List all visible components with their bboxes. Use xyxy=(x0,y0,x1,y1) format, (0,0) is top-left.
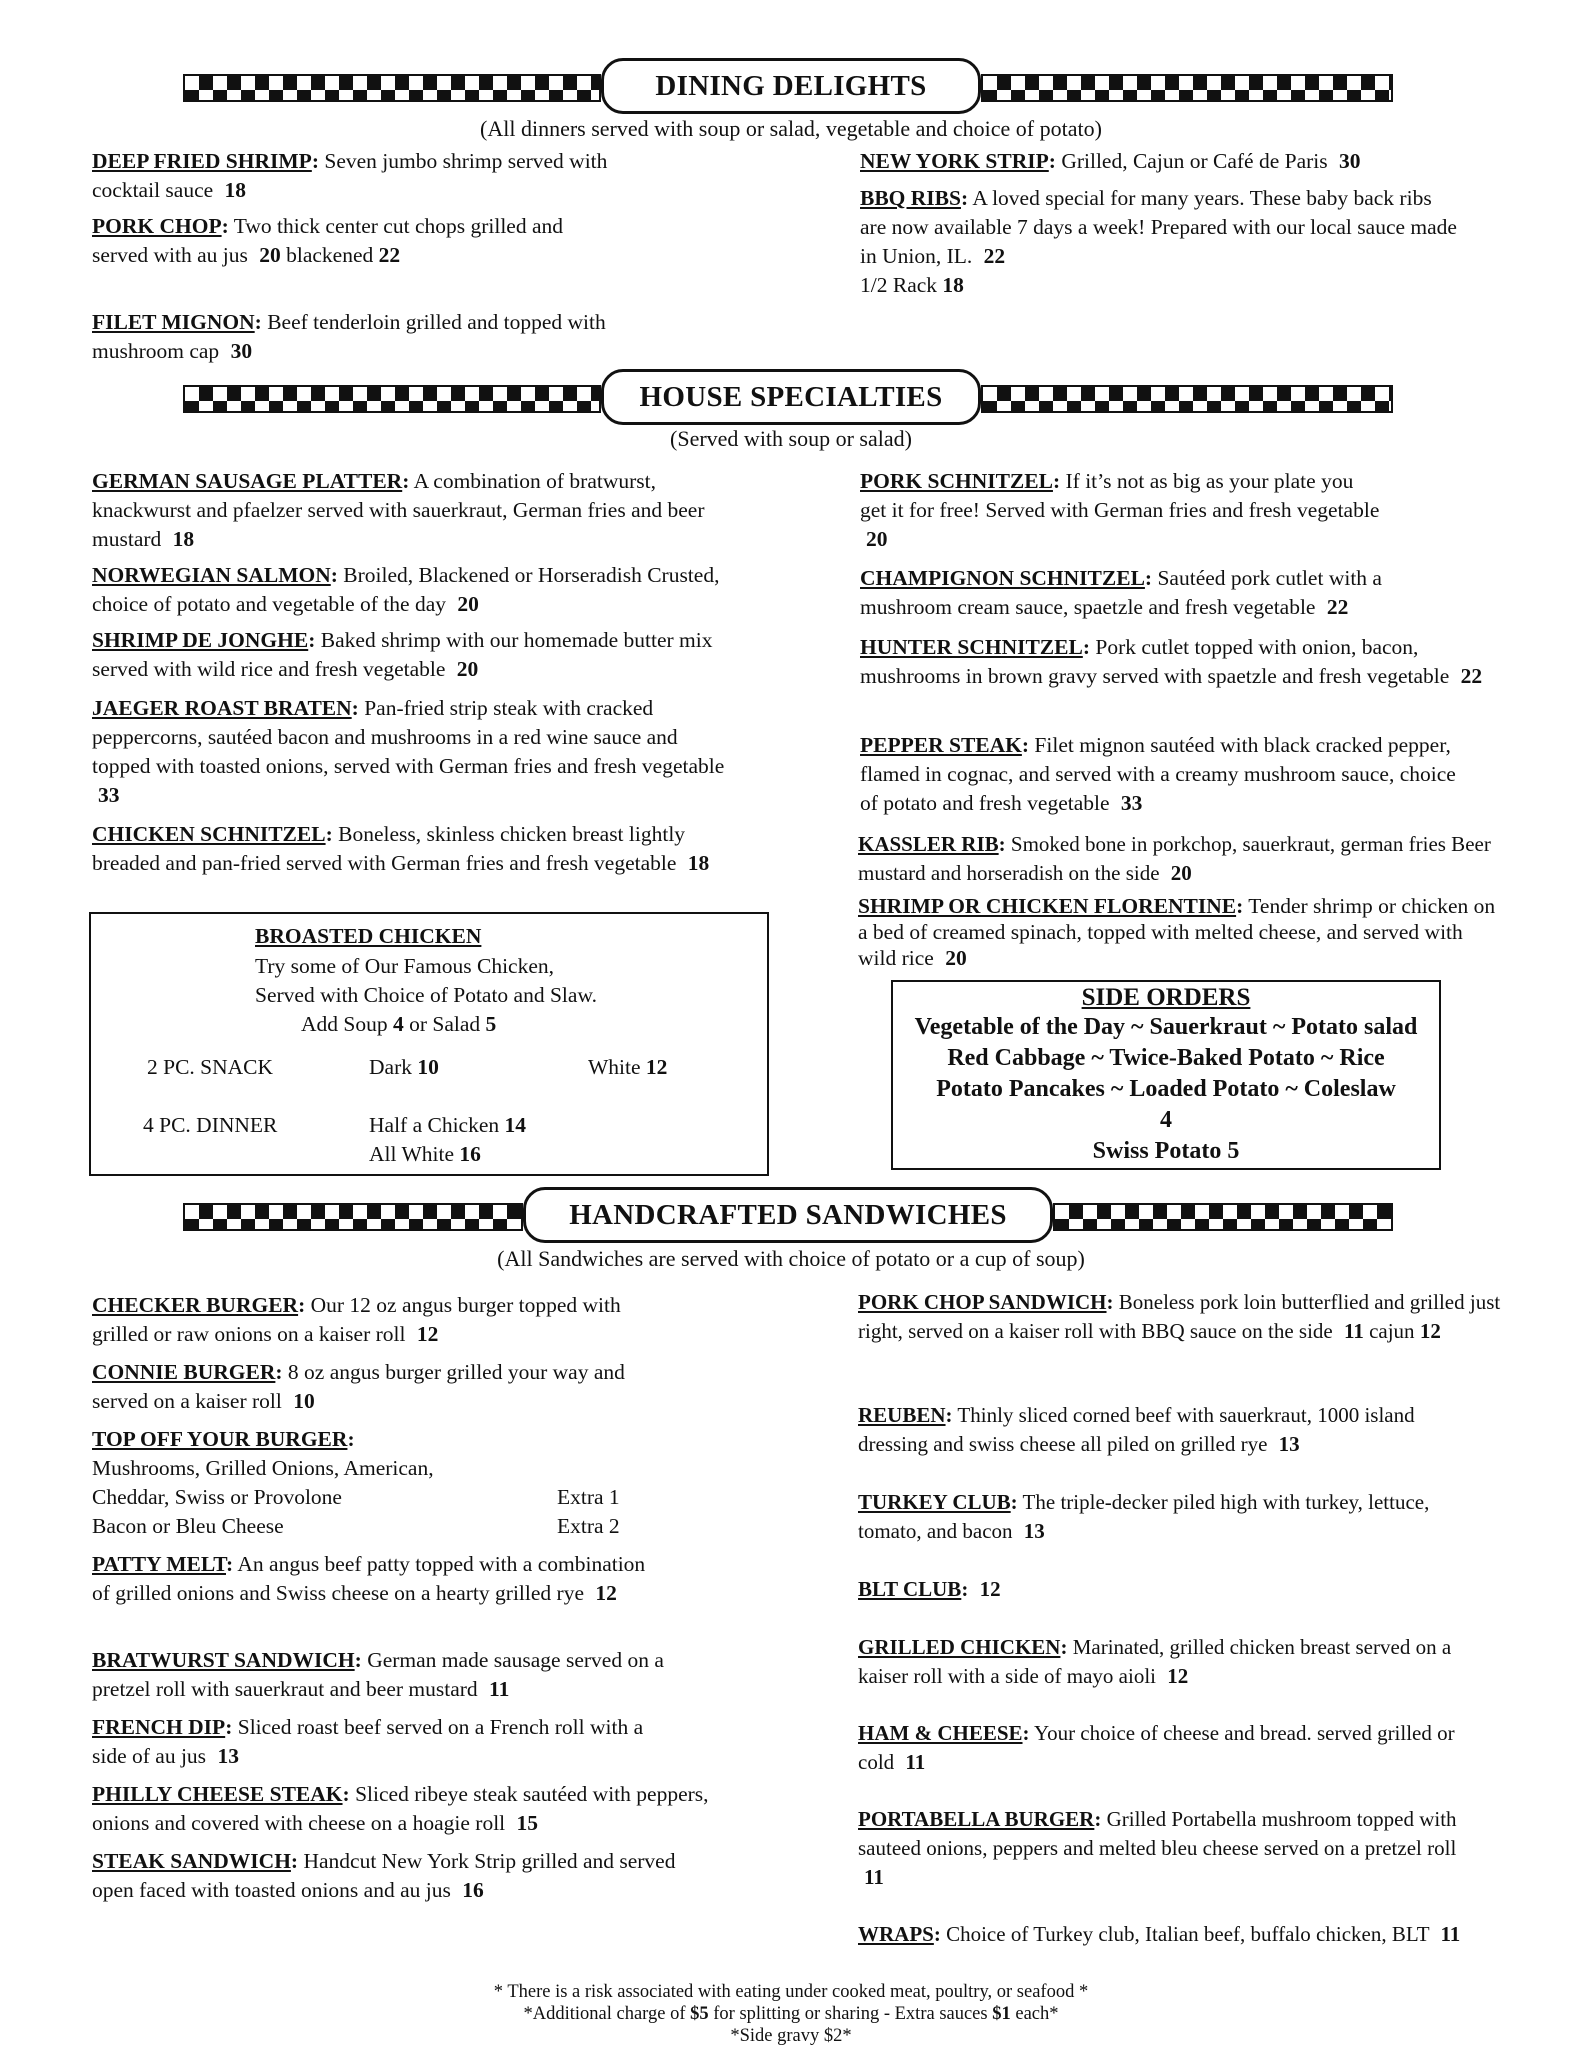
menu-item: CHICKEN SCHNITZEL: Boneless, skinless chicken breast lightly breaded and pan-fried served with German fries and fresh vegetable 18 xyxy=(92,822,710,875)
top-off-line-2: Cheddar, Swiss or Provolone xyxy=(92,1485,342,1509)
item-desc: An angus beef patty topped with a combination of grilled onions and Swiss cheese on a hearty grilled rye xyxy=(92,1552,646,1605)
section-subtitle-dining: (All dinners served with soup or salad, vegetable and choice of potato) xyxy=(480,116,1102,141)
checkered-strip-right xyxy=(981,385,1393,413)
item-price: 10 xyxy=(293,1389,315,1413)
menu-item: CHAMPIGNON SCHNITZEL: Sautéed pork cutlet with a mushroom cream sauce, spaetzle and fresh vegetable 22 xyxy=(860,566,1382,619)
top-off-block: TOP OFF YOUR BURGER: Mushrooms, Grilled Onions, American, Cheddar, Swiss or Provolone Extra 1 Bacon or Bleu Cheese Extra 2 xyxy=(92,1425,652,1541)
item-price: 11 xyxy=(905,1750,926,1774)
section-title-dining: DINING DELIGHTS xyxy=(601,58,981,114)
item-name: PHILLY CHEESE STEAK xyxy=(92,1782,343,1806)
item-desc: Thinly sliced corned beef with sauerkraut, 1000 island dressing and swiss cheese all piled on grilled rye xyxy=(858,1403,1415,1456)
item-name: BBQ RIBS xyxy=(860,186,961,210)
item-extra-label: blackened xyxy=(286,243,374,267)
broasted-addon xyxy=(301,1012,496,1037)
menu-item: BBQ RIBS: A loved special for many years. These baby back ribs are now available 7 days a week! Prepared with our local sauce made in Union, IL. 22 1/2 Rack 18 xyxy=(860,186,1457,297)
item-desc: Pan-fried strip steak with cracked peppercorns, sautéed bacon and mushrooms in a red wine sauce and topped with toasted onions, served with German fries and fresh vegetable xyxy=(92,696,725,778)
item-desc: Beef tenderloin grilled and topped with mushroom cap xyxy=(92,310,606,363)
item-desc: Sautéed pork cutlet with a mushroom cream sauce, spaetzle and fresh vegetable xyxy=(860,566,1382,619)
item-desc: Marinated, grilled chicken breast served on a kaiser roll with a side of mayo aioli xyxy=(858,1635,1452,1688)
section-banner-dining xyxy=(183,58,1393,118)
item-price: 33 xyxy=(98,783,120,807)
item-price: 16 xyxy=(462,1878,484,1902)
menu-item: PATTY MELT: An angus beef patty topped with a combination of grilled onions and Swiss cheese on a hearty grilled rye 12 xyxy=(92,1552,646,1605)
all-white-label: All White xyxy=(369,1142,454,1166)
menu-item: JAEGER ROAST BRATEN: Pan-fried strip steak with cracked peppercorns, sautéed bacon and mushrooms in a red wine sauce and topped with toasted onions, served with German fries and fresh vegetable 33 xyxy=(92,696,725,807)
menu-item: PORK CHOP: Two thick center cut chops grilled and served with au jus 20 blackened 22 xyxy=(92,214,564,267)
item-name: PORK CHOP xyxy=(92,214,222,238)
side-orders-line-1: Vegetable of the Day ~ Sauerkraut ~ Potato salad xyxy=(914,1014,1418,1040)
menu-item: HAM & CHEESE: Your choice of cheese and bread. served grilled or cold 11 xyxy=(858,1721,1455,1774)
item-name: PORK CHOP SANDWICH xyxy=(858,1290,1107,1314)
item-price: 12 xyxy=(416,1322,439,1346)
item-desc: Baked shrimp with our homemade butter mix served with wild rice and fresh vegetable xyxy=(92,628,713,681)
white-option xyxy=(588,1055,667,1080)
item-price: 15 xyxy=(516,1811,539,1835)
addon-salad-price: 5 xyxy=(485,1012,497,1036)
item-name: FRENCH DIP xyxy=(92,1715,226,1739)
item-price: 20 xyxy=(945,946,967,970)
side-orders-line-3: Potato Pancakes ~ Loaded Potato ~ Coleslaw xyxy=(936,1076,1396,1102)
item-name: SHRIMP OR CHICKEN FLORENTINE xyxy=(858,894,1237,918)
checkered-strip-right xyxy=(1053,1203,1393,1231)
item-desc: Sliced roast beef served on a French roll with a side of au jus xyxy=(92,1715,644,1768)
item-desc: Your choice of cheese and bread. served grilled or cold xyxy=(858,1721,1455,1774)
menu-item: WRAPS: Choice of Turkey club, Italian beef, buffalo chicken, BLT 11 xyxy=(858,1922,1461,1946)
section-title-sandwiches: HANDCRAFTED SANDWICHES xyxy=(523,1187,1053,1243)
menu-item: KASSLER RIB: Smoked bone in porkchop, sauerkraut, german fries Beer mustard and horseradish on the side 20 xyxy=(858,832,1491,885)
item-name: REUBEN xyxy=(858,1403,946,1427)
item-name: TURKEY CLUB xyxy=(858,1490,1011,1514)
item-name: JAEGER ROAST BRATEN xyxy=(92,696,352,720)
item-name: HAM & CHEESE xyxy=(858,1721,1023,1745)
item-name: HUNTER SCHNITZEL xyxy=(860,635,1083,659)
item-name: CHICKEN SCHNITZEL xyxy=(92,822,326,846)
side-orders-swiss-potato: Swiss Potato 5 xyxy=(1092,1138,1240,1164)
item-extra-label: 1/2 Rack xyxy=(860,273,938,297)
menu-item: PORK CHOP SANDWICH: Boneless pork loin butterflied and grilled just right, served on a kaiser roll with BBQ sauce on the side 11 cajun 12 xyxy=(858,1290,1501,1343)
item-price: 11 xyxy=(864,1865,884,1889)
menu-item: NORWEGIAN SALMON: Broiled, Blackened or Horseradish Crusted, choice of potato and vegetable of the day 20 xyxy=(92,563,720,616)
side-orders-title: SIDE ORDERS xyxy=(1081,984,1251,1011)
item-price: 22 xyxy=(1326,595,1349,619)
footer-line-2 xyxy=(0,2003,1582,2025)
item-price: 30 xyxy=(230,339,253,363)
broasted-chicken-title: BROASTED CHICKEN xyxy=(255,924,482,948)
item-desc: Tender shrimp or chicken on a bed of creamed spinach, topped with melted cheese, and served with wild rice xyxy=(858,894,1496,970)
addon-soup-price: 4 xyxy=(392,1012,404,1036)
section-banner-house xyxy=(183,369,1393,429)
broasted-line-1: Try some of Our Famous Chicken, xyxy=(255,954,555,978)
item-desc: Handcut New York Strip grilled and served open faced with toasted onions and au jus xyxy=(92,1849,676,1902)
item-name: GRILLED CHICKEN xyxy=(858,1635,1061,1659)
item-desc: Sliced ribeye steak sautéed with peppers, onions and covered with cheese on a hoagie roll xyxy=(92,1782,709,1835)
item-price: 20 xyxy=(259,243,281,267)
item-name: KASSLER RIB xyxy=(858,832,999,856)
item-name: PEPPER STEAK xyxy=(860,733,1022,757)
item-name: PORTABELLA BURGER xyxy=(858,1807,1095,1831)
white-price: 12 xyxy=(645,1055,668,1079)
top-off-extra-1: Extra 1 xyxy=(557,1485,620,1509)
item-desc: Filet mignon sautéed with black cracked pepper, flamed in cognac, and served with a creamy mushroom sauce, choice of potato and fresh vegetable xyxy=(860,733,1456,815)
footer-line-1: * There is a risk associated with eating under cooked meat, poultry, or seafood * xyxy=(493,1982,1089,2002)
item-price: 20 xyxy=(456,657,479,681)
side-orders-line-2: Red Cabbage ~ Twice-Baked Potato ~ Rice xyxy=(947,1045,1385,1071)
menu-item: CONNIE BURGER: 8 oz angus burger grilled your way and served on a kaiser roll 10 xyxy=(92,1360,625,1413)
item-extra-price: 12 xyxy=(1419,1319,1441,1343)
checkered-strip-left xyxy=(183,74,601,102)
item-name: NEW YORK STRIP xyxy=(860,149,1049,173)
item-price: 20 xyxy=(866,527,888,551)
item-extra-price: 22 xyxy=(378,243,401,267)
menu-item: GERMAN SAUSAGE PLATTER: A combination of bratwurst, knackwurst and pfaelzer served with sauerkraut, German fries and beer mustard 18 xyxy=(92,469,705,551)
item-name: SHRIMP DE JONGHE xyxy=(92,628,309,652)
top-off-title: TOP OFF YOUR BURGER xyxy=(92,1427,348,1451)
item-price: 12 xyxy=(979,1577,1001,1601)
item-price: 20 xyxy=(457,592,479,616)
item-name: GERMAN SAUSAGE PLATTER xyxy=(92,469,403,493)
menu-item: REUBEN: Thinly sliced corned beef with sauerkraut, 1000 island dressing and swiss cheese all piled on grilled rye 13 xyxy=(858,1403,1415,1456)
all-white-price: 16 xyxy=(459,1142,481,1166)
menu-item: CHECKER BURGER: Our 12 oz angus burger topped with grilled or raw onions on a kaiser roll 12 xyxy=(92,1293,621,1346)
footer-split-charge: $5 xyxy=(690,2004,709,2024)
section-subtitle-sandwiches: (All Sandwiches are served with choice of potato or a cup of soup) xyxy=(497,1246,1085,1271)
item-desc: A loved special for many years. These baby back ribs are now available 7 days a week! Prepared with our local sauce made in Union, IL. xyxy=(860,186,1457,268)
item-name: NORWEGIAN SALMON xyxy=(92,563,331,587)
snack-label: 2 PC. SNACK xyxy=(147,1055,274,1079)
half-chicken-option xyxy=(369,1113,526,1138)
checkered-strip-left xyxy=(183,1203,523,1231)
item-name: STEAK SANDWICH xyxy=(92,1849,291,1873)
menu-item: PHILLY CHEESE STEAK: Sliced ribeye steak sautéed with peppers, onions and covered with cheese on a hoagie roll 15 xyxy=(92,1782,709,1835)
item-price: 12 xyxy=(1167,1664,1189,1688)
item-desc: German made sausage served on a pretzel roll with sauerkraut and beer mustard xyxy=(92,1648,664,1701)
broasted-chicken-box xyxy=(89,912,769,1176)
item-desc: The triple-decker piled high with turkey, lettuce, tomato, and bacon xyxy=(858,1490,1430,1543)
item-price: 18 xyxy=(172,527,195,551)
item-name: BLT CLUB xyxy=(858,1577,962,1601)
item-price: 11 xyxy=(1440,1922,1461,1946)
menu-item: BLT CLUB: 12 xyxy=(858,1577,1001,1601)
item-price: 12 xyxy=(595,1581,617,1605)
item-name: CHECKER BURGER xyxy=(92,1293,299,1317)
menu-item: SHRIMP OR CHICKEN FLORENTINE: Tender shrimp or chicken on a bed of creamed spinach, topped with melted cheese, and served with wild rice 20 xyxy=(858,894,1496,970)
item-price: 13 xyxy=(1023,1519,1045,1543)
menu-item: FRENCH DIP: Sliced roast beef served on a French roll with a side of au jus 13 xyxy=(92,1715,644,1768)
item-name: PATTY MELT xyxy=(92,1552,226,1576)
menu-item: STEAK SANDWICH: Handcut New York Strip grilled and served open faced with toasted onions and au jus 16 xyxy=(92,1849,676,1902)
item-desc: Grilled Portabella mushroom topped with sauteed onions, peppers and melted bleu cheese served on a pretzel roll xyxy=(858,1807,1457,1860)
item-price: 11 xyxy=(1343,1319,1364,1343)
section-title-house: HOUSE SPECIALTIES xyxy=(601,369,981,425)
checkered-strip-right xyxy=(981,74,1393,102)
item-desc: Seven jumbo shrimp served with cocktail sauce xyxy=(92,149,608,202)
broasted-line-2: Served with Choice of Potato and Slaw. xyxy=(255,983,597,1007)
item-desc: Pork cutlet topped with onion, bacon, mushrooms in brown gravy served with spaetzle and fresh vegetable xyxy=(860,635,1450,688)
item-name: BRATWURST SANDWICH xyxy=(92,1648,355,1672)
half-chicken-price: 14 xyxy=(504,1113,527,1137)
half-chicken-label: Half a Chicken xyxy=(369,1113,500,1137)
footer-each-label: each* xyxy=(1015,2004,1059,2024)
white-label: White xyxy=(588,1055,641,1079)
item-name: DEEP FRIED SHRIMP xyxy=(92,149,312,173)
item-desc: Grilled, Cajun or Café de Paris xyxy=(1061,149,1328,173)
menu-item: NEW YORK STRIP: Grilled, Cajun or Café de Paris 30 xyxy=(860,149,1361,173)
item-desc: Smoked bone in porkchop, sauerkraut, german fries Beer mustard and horseradish on the side xyxy=(858,832,1491,885)
item-desc: If it’s not as big as your plate you get it for free! Served with German fries and fresh vegetable xyxy=(860,469,1380,522)
side-orders-price: 4 xyxy=(1160,1107,1172,1133)
item-desc: A combination of bratwurst, knackwurst and pfaelzer served with sauerkraut, German fries and beer mustard xyxy=(92,469,705,551)
addon-salad-label: or Salad xyxy=(409,1012,481,1036)
menu-item: GRILLED CHICKEN: Marinated, grilled chicken breast served on a kaiser roll with a side of mayo aioli 12 xyxy=(858,1635,1452,1688)
item-name: WRAPS xyxy=(858,1922,934,1946)
dark-option xyxy=(369,1055,439,1080)
menu-item: PORK SCHNITZEL: If it’s not as big as your plate you get it for free! Served with German fries and fresh vegetable 20 xyxy=(860,469,1380,551)
item-desc: Two thick center cut chops grilled and served with au jus xyxy=(92,214,564,267)
item-name: CONNIE BURGER xyxy=(92,1360,276,1384)
item-price: 11 xyxy=(489,1677,510,1701)
menu-item: HUNTER SCHNITZEL: Pork cutlet topped with onion, bacon, mushrooms in brown gravy served with spaetzle and fresh vegetable 22 xyxy=(860,635,1483,688)
item-price: 18 xyxy=(687,851,710,875)
menu-item: PEPPER STEAK: Filet mignon sautéed with black cracked pepper, flamed in cognac, and served with a creamy mushroom sauce, choice of potato and fresh vegetable 33 xyxy=(860,733,1456,815)
item-price: 18 xyxy=(224,178,247,202)
item-desc: Choice of Turkey club, Italian beef, buffalo chicken, BLT xyxy=(946,1922,1430,1946)
item-extra-price: 18 xyxy=(942,273,964,297)
top-off-line-3: Bacon or Bleu Cheese xyxy=(92,1514,284,1538)
section-subtitle-house: (Served with soup or salad) xyxy=(670,426,912,451)
menu-item: TURKEY CLUB: The triple-decker piled high with turkey, lettuce, tomato, and bacon 13 xyxy=(858,1490,1430,1543)
menu-item: DEEP FRIED SHRIMP: Seven jumbo shrimp served with cocktail sauce 18 xyxy=(92,149,608,202)
item-name: CHAMPIGNON SCHNITZEL xyxy=(860,566,1145,590)
menu-item: FILET MIGNON: Beef tenderloin grilled and topped with mushroom cap 30 xyxy=(92,310,606,363)
item-price: 30 xyxy=(1338,149,1361,173)
footer-sauces-label: for splitting or sharing - Extra sauces xyxy=(713,2004,988,2024)
dark-price: 10 xyxy=(417,1055,439,1079)
section-banner-sandwiches xyxy=(183,1187,1393,1247)
footer-line-3: *Side gravy $2* xyxy=(730,2026,852,2046)
footer-note xyxy=(0,1981,1582,2047)
item-name: FILET MIGNON xyxy=(92,310,255,334)
side-orders-box xyxy=(891,980,1441,1170)
item-desc: Boneless pork loin butterflied and grilled just right, served on a kaiser roll with BBQ sauce on the side xyxy=(858,1290,1501,1343)
footer-sauce-charge: $1 xyxy=(992,2004,1011,2024)
item-price: 33 xyxy=(1120,791,1143,815)
all-white-option xyxy=(369,1142,481,1167)
item-desc: Boneless, skinless chicken breast lightly breaded and pan-fried served with German fries and fresh vegetable xyxy=(92,822,686,875)
item-desc: 8 oz angus burger grilled your way and served on a kaiser roll xyxy=(92,1360,625,1413)
checkered-strip-left xyxy=(183,385,601,413)
menu-item: SHRIMP DE JONGHE: Baked shrimp with our homemade butter mix served with wild rice and fresh vegetable 20 xyxy=(92,628,713,681)
item-price: 22 xyxy=(1460,664,1483,688)
footer-additional-label: *Additional charge of xyxy=(523,2004,686,2024)
item-extra-label: cajun xyxy=(1369,1319,1415,1343)
menu-item: PORTABELLA BURGER: Grilled Portabella mushroom topped with sauteed onions, peppers and melted bleu cheese served on a pretzel roll 11 xyxy=(858,1807,1457,1889)
item-desc: Our 12 oz angus burger topped with grilled or raw onions on a kaiser roll xyxy=(92,1293,621,1346)
item-desc: Broiled, Blackened or Horseradish Crusted, choice of potato and vegetable of the day xyxy=(92,563,720,616)
item-price: 13 xyxy=(217,1744,239,1768)
top-off-line-1: Mushrooms, Grilled Onions, American, xyxy=(92,1456,434,1480)
item-name: PORK SCHNITZEL xyxy=(860,469,1053,493)
item-price: 13 xyxy=(1278,1432,1300,1456)
dinner-label: 4 PC. DINNER xyxy=(143,1113,278,1137)
top-off-extra-2: Extra 2 xyxy=(557,1514,620,1538)
addon-soup-label: Add Soup xyxy=(301,1012,388,1036)
item-price: 22 xyxy=(983,244,1006,268)
item-price: 20 xyxy=(1170,861,1192,885)
menu-item: BRATWURST SANDWICH: German made sausage served on a pretzel roll with sauerkraut and beer mustard 11 xyxy=(92,1648,664,1701)
dark-label: Dark xyxy=(369,1055,412,1079)
